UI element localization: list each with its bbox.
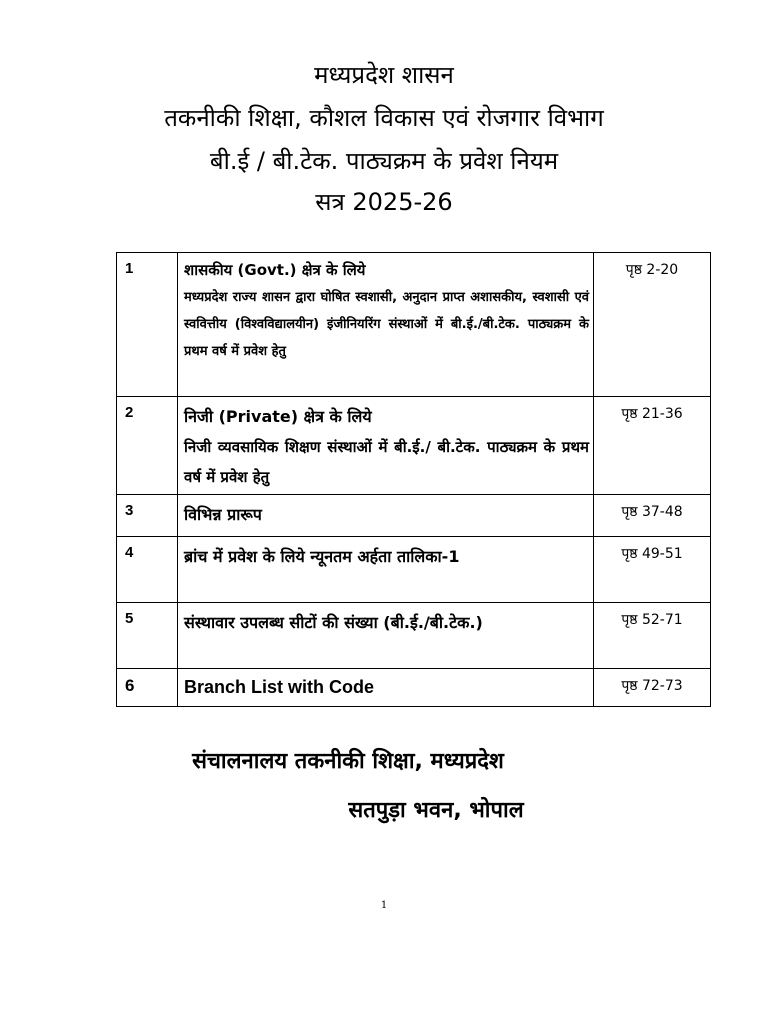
row-heading: शासकीय (Govt.) क्षेत्र के लिये — [184, 261, 366, 279]
row-description — [178, 253, 594, 397]
table-row — [117, 669, 711, 707]
row-pages: पृष्ठ 21-36 — [594, 397, 711, 495]
row-number: 6 — [117, 669, 178, 707]
row-heading: विभिन्न प्रारूप — [184, 505, 262, 524]
row-body: निजी व्यवसायिक शिक्षण संस्थाओं में बी.ई./ बी.टेक. पाठ्यक्रम के प्रथम वर्ष में प्रवेश हेतु — [184, 438, 589, 486]
table-row — [117, 397, 711, 495]
row-pages: पृष्ठ 37-48 — [594, 495, 711, 537]
row-number: 4 — [117, 537, 178, 603]
row-heading: निजी (Private) क्षेत्र के लिये — [184, 407, 372, 426]
row-description — [178, 495, 594, 537]
row-description — [178, 669, 594, 707]
table-row — [117, 253, 711, 397]
row-description — [178, 603, 594, 669]
row-pages: पृष्ठ 72-73 — [594, 669, 711, 707]
row-heading: ब्रांच में प्रवेश के लिये न्यूनतम अर्हता तालिका-1 — [184, 547, 460, 566]
row-number: 5 — [117, 603, 178, 669]
row-pages: पृष्ठ 2-20 — [594, 253, 711, 397]
table-row — [117, 495, 711, 537]
row-heading: संस्थावार उपलब्ध सीटों की संख्या (बी.ई./बी.टेक.) — [184, 613, 483, 632]
row-number: 3 — [117, 495, 178, 537]
admission-rules-title: बी.ई / बी.टेक. पाठ्यक्रम के प्रवेश नियम — [209, 147, 559, 175]
row-heading: Branch List with Code — [184, 677, 375, 697]
contents-table — [116, 252, 711, 707]
govt-title: मध्यप्रदेश शासन — [314, 61, 454, 89]
table-row — [117, 537, 711, 603]
page-number: 1 — [380, 900, 388, 911]
row-pages: पृष्ठ 52-71 — [594, 603, 711, 669]
department-title: तकनीकी शिक्षा, कौशल विकास एवं रोजगार विभाग — [164, 104, 604, 132]
row-description — [178, 397, 594, 495]
row-body: मध्यप्रदेश राज्य शासन द्वारा घोषित स्वशासी, अनुदान प्राप्त अशासकीय, स्वशासी एवं स्ववित्तीय (विश्वविद्यालयीन) इंजीनियरिंग संस्थाओं में बी.ई./बी.टेक. पाठ्यक्रम के प्रथम वर्ष में प्रवेश हेतु — [184, 290, 589, 359]
directorate-address: सतपुड़ा भवन, भोपाल — [348, 798, 524, 823]
session-title: सत्र 2025-26 — [315, 188, 453, 216]
row-pages: पृष्ठ 49-51 — [594, 537, 711, 603]
directorate-name: संचालनालय तकनीकी शिक्षा, मध्यप्रदेश — [192, 749, 504, 774]
row-number: 2 — [117, 397, 178, 495]
table-row — [117, 603, 711, 669]
row-description — [178, 537, 594, 603]
row-number: 1 — [117, 253, 178, 397]
